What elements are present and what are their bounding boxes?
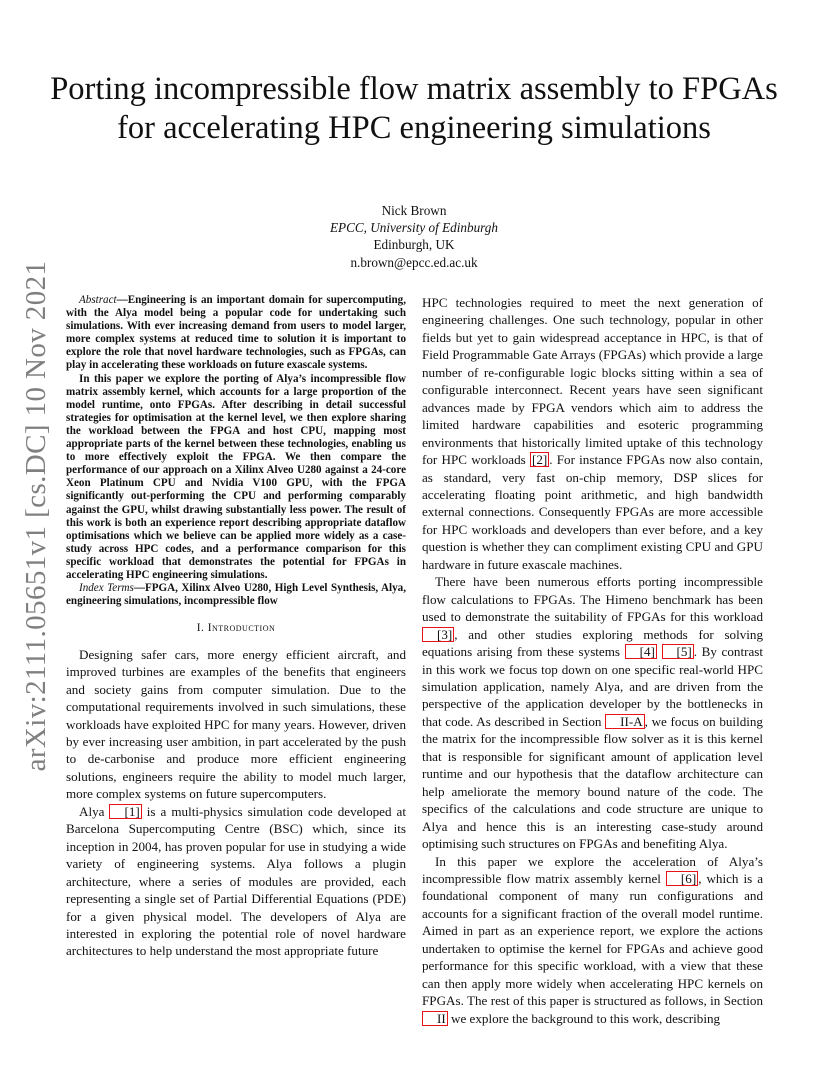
intro-paragraph-2: Alya [1] is a multi-physics simulation code developed at Barcelona Supercomputing Centre (BSC) which, since its inception in 2004, has proven popular for use in studying a wide variety of engineering systems. Alya follows a plugin architecture, where a series of modules are provided, each representing a single set of Partial Differential Equations (PDE) for a given physical model. The developers of Alya are interested in exploring the potential role of novel hardware architectures to help understand the most appropriate future xyxy=(66,803,406,959)
index-terms: —FPGA, Xilinx Alveo U280, High Level Synthesis, Alya, engineering simulations, incompressible flow xyxy=(66,582,406,608)
section-reference-link[interactable]: II xyxy=(422,1011,448,1026)
abstract xyxy=(66,294,406,608)
intro-paragraph-1: Designing safer cars, more energy efficient aircraft, and improved turbines are examples of the benefits that engineers and society gains from computer simulation. Due to the computational requirements involved in such simulations, these workloads have exploited HPC for many years. However, driven by ever increasing user ambition, in part accelerated by the push to de-carbonise and produce more efficient engineering solutions, engineers require the ability to model much larger, more complex systems on future supercomputers. xyxy=(66,646,406,802)
citation-link[interactable]: [4] xyxy=(625,644,657,659)
left-column xyxy=(66,294,406,960)
abstract-paragraph-2: In this paper we explore the porting of Alya’s incompressible flow matrix assembly kernel, which accounts for a large proportion of the model runtime, onto FPGAs. After describing in detail successful strategies for optimisation at the kernel level, we then explore sharing the workload between the FPGA and host CPU, mapping most appropriate parts of the kernel between these technologies, enabling us to more effectively exploit the FPGA. We then compare the performance of our approach on a Xilinx Alveo U280 against a 24-core Xeon Platinum CPU and Nvidia V100 GPU, with the FPGA significantly out-performing the CPU and performing comparably against the GPU, whilst drawing substantially less power. The result of this work is both an experience report describing appropriate dataflow optimisations which we believe can be applied more widely as a case-study across HPC codes, and a performance comparison for this specific workload that demonstrates the potential for FPGAs in accelerating HPC engineering simulations. xyxy=(66,372,406,581)
citation-link[interactable]: [2] xyxy=(531,452,548,468)
right-paragraph-1: HPC technologies required to meet the next generation of engineering challenges. One such technology, popular in other fields but yet to gain widespread acceptance in HPC, is that of Field Programmable Gate Arrays (FPGAs) which provide a large number of re-configurable logic blocks sitting within a sea of configurable interconnect. Recent years have seen significant advances made by FPGA vendors which aim to address the limited hardware capabilities and esoteric programming environments that historically limited uptake of this technology for HPC workloads [2] . For instance FPGAs now also contain, as standard, very fast on-chip memory, DSP slices for accelerating floating point arithmetic, and high bandwidth external connections. Consequently FPGAs are more accessible for HPC workloads and developers than ever before, and a key question is whether they can compliment existing CPU and GPU hardware in future exascale machines. xyxy=(422,295,763,572)
abstract-paragraph-1: —Engineering is an important domain for supercomputing, with the Alya model being a popular code for undertaking such simulations. With ever increasing demand from users to model larger, more complex systems at reduced time to solution it is important to explore the role that novel hardware technologies, such as FPGAs, can play in accelerating these workloads on future exascale systems. xyxy=(66,294,406,372)
index-terms-label: Index Terms xyxy=(79,582,134,595)
author-block xyxy=(214,202,614,271)
citation-link[interactable]: [1] xyxy=(109,804,141,819)
right-paragraph-3: In this paper we explore the acceleration of Alya’s incompressible flow matrix assembly kernel [6] , which is a foundational component of many run configurations and accounts for a significant fraction of the overall model runtime. Aimed in part as an experience report, we explore the actions undertaken to optimise the kernel for FPGAs and achieve good performance for this specific workload, with a view that these can then apply more widely when accelerating HPC kernels on FPGAs. The rest of this paper is structured as follows, in Section II we explore the background to this work, describing xyxy=(422,853,764,1026)
paper-title: Porting incompressible flow matrix assembly to FPGAs for accelerating HPC engineering simulations xyxy=(50,71,778,146)
author-location: Edinburgh, UK xyxy=(373,237,455,253)
right-paragraph-2: There have been numerous efforts porting incompressible flow calculations to FPGAs. The Himeno benchmark has been used to demonstrate the suitability of FPGAs for this workload [3] , and other studies exploring methods for solving equations arising from these systems [4] [5] . By contrast in this work we focus top down on one specific real-world HPC simulation application, namely Alya, and are driven from the perspective of the application developer by the bottlenecks in that code. As described in Section II-A , we focus on building the matrix for the incompressible flow solver as it is this kernel that is responsible for significant amount of application level runtime and our hypothesis that the dataflow architecture can help ameliorate the memory bound nature of the code. The specifics of the calculations and code structure are unique to Alya and hence this is an interesting case-study around optimising such structures on FPGAs and benefiting Alya. xyxy=(422,574,763,852)
citation-link[interactable]: [5] xyxy=(662,644,694,659)
author-name: Nick Brown xyxy=(381,203,447,218)
right-column xyxy=(422,294,763,1027)
citation-link[interactable]: [6] xyxy=(666,871,698,886)
author-email[interactable]: n.brown@epcc.ed.ac.uk xyxy=(350,254,478,270)
section-heading-introduction: I. Introduction xyxy=(196,622,276,635)
arxiv-identifier: arXiv:2111.05651v1 [cs.DC] 10 Nov 2021 xyxy=(20,260,52,772)
abstract-label: Abstract xyxy=(79,294,117,306)
author-affiliation: EPCC, University of Edinburgh xyxy=(329,220,498,236)
section-reference-link[interactable]: II-A xyxy=(605,714,645,729)
citation-link[interactable]: [3] xyxy=(422,627,454,642)
